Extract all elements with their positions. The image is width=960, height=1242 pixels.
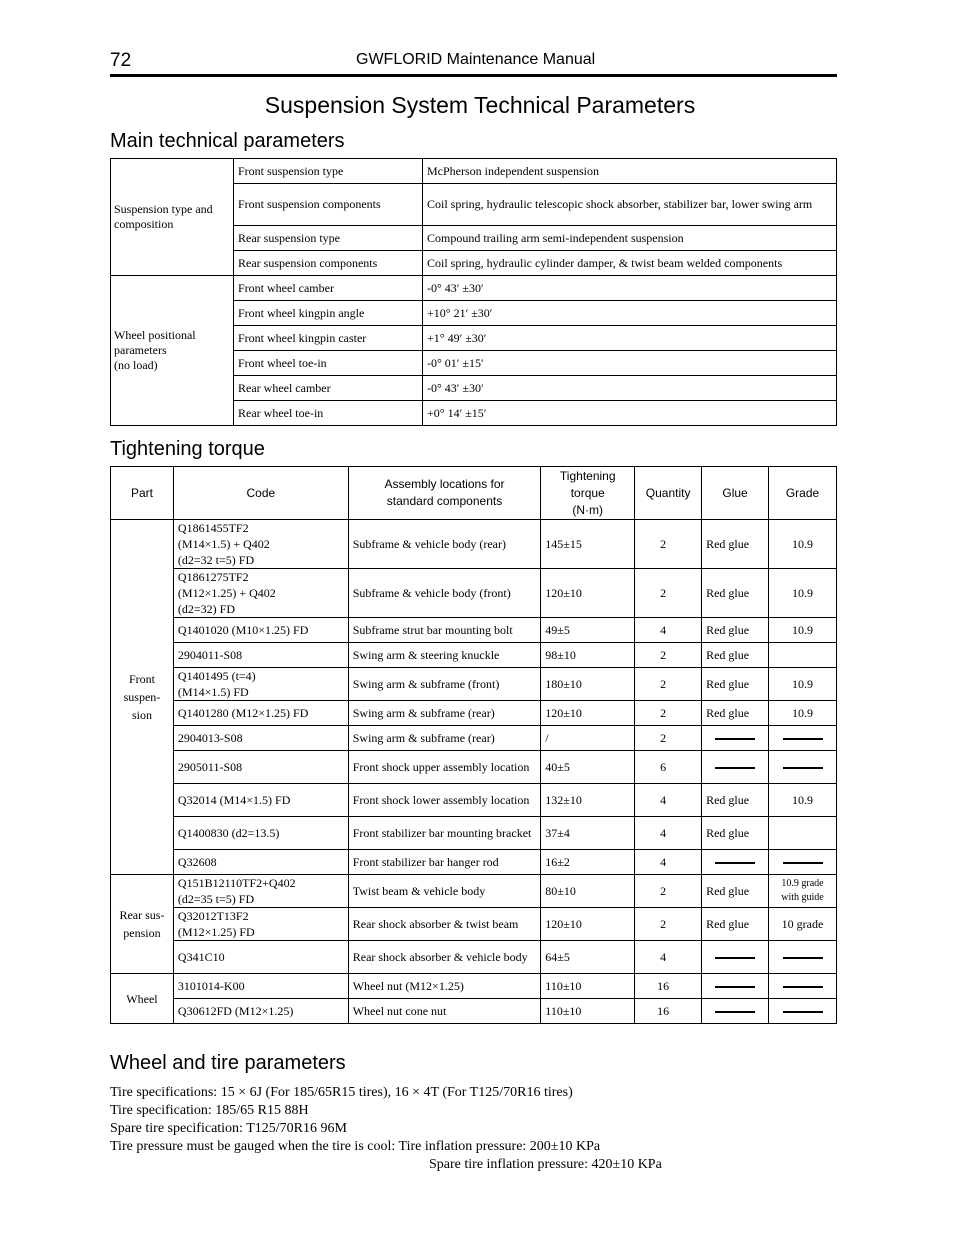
group-label — [111, 276, 234, 426]
glue-cell: Red glue — [702, 569, 769, 618]
code-cell — [173, 875, 348, 908]
code-cell — [173, 908, 348, 941]
location-cell: Rear shock absorber & twist beam — [348, 908, 541, 941]
tire-heading: Wheel and tire parameters — [110, 1052, 346, 1074]
not-applicable-dash — [715, 767, 755, 769]
quantity-cell: 2 — [635, 569, 702, 618]
glue-cell: Red glue — [702, 668, 769, 701]
table-row — [111, 159, 837, 184]
grade-cell — [769, 726, 837, 751]
grade-cell — [769, 974, 837, 999]
code-cell: Q1400830 (d2=13.5) — [173, 817, 348, 850]
param-value: +1° 49′ ±30′ — [423, 326, 837, 351]
glue-cell — [702, 974, 769, 999]
param-name: Front wheel toe-in — [234, 351, 423, 376]
param-name: Rear suspension type — [234, 226, 423, 251]
param-name: Front suspension type — [234, 159, 423, 184]
grade-cell: 10.9 — [769, 569, 837, 618]
table-row — [111, 618, 837, 643]
not-applicable-dash — [783, 738, 823, 740]
part-group-line: sion — [131, 708, 152, 722]
table-row — [111, 569, 837, 618]
torque-cell: 120±10 — [541, 908, 635, 941]
tire-line: Tire specification: 185/65 R15 88H — [110, 1103, 309, 1118]
glue-cell: Red glue — [702, 520, 769, 569]
quantity-cell: 4 — [635, 784, 702, 817]
col-header-location — [348, 467, 541, 520]
location-cell: Swing arm & subframe (rear) — [348, 726, 541, 751]
torque-cell: 98±10 — [541, 643, 635, 668]
param-name: Rear wheel camber — [234, 376, 423, 401]
quantity-cell: 16 — [635, 999, 702, 1024]
col-header-line: standard components — [386, 494, 503, 508]
table-row — [111, 850, 837, 875]
param-name: Front wheel kingpin angle — [234, 301, 423, 326]
location-cell: Twist beam & vehicle body — [348, 875, 541, 908]
location-cell: Subframe & vehicle body (rear) — [348, 520, 541, 569]
param-name: Front wheel kingpin caster — [234, 326, 423, 351]
code-cell: Q341C10 — [173, 941, 348, 974]
tire-line: Spare tire specification: T125/70R16 96M — [110, 1121, 347, 1136]
main-params-heading: Main technical parameters — [110, 130, 345, 152]
table-header-row — [111, 467, 837, 520]
table-row — [111, 941, 837, 974]
tire-line: Spare tire inflation pressure: 420±10 KPa — [429, 1157, 662, 1172]
grade-line: 10.9 grade — [781, 878, 824, 889]
grade-cell — [769, 999, 837, 1024]
part-group-line: Front — [128, 672, 155, 686]
quantity-cell: 16 — [635, 974, 702, 999]
grade-cell: 10.9 — [769, 520, 837, 569]
code-line: (d2=32) FD — [177, 602, 236, 616]
torque-cell: 145±15 — [541, 520, 635, 569]
location-cell: Front stabilizer bar mounting bracket — [348, 817, 541, 850]
manual-title: GWFLORID Maintenance Manual — [356, 51, 596, 68]
code-cell: 2905011-S08 — [173, 751, 348, 784]
torque-cell: 64±5 — [541, 941, 635, 974]
glue-cell: Red glue — [702, 908, 769, 941]
code-cell: Q32608 — [173, 850, 348, 875]
glue-cell: Red glue — [702, 643, 769, 668]
code-cell — [173, 569, 348, 618]
not-applicable-dash — [783, 767, 823, 769]
col-header-part: Part — [111, 467, 174, 520]
part-group-line: pension — [123, 926, 161, 940]
torque-cell: 40±5 — [541, 751, 635, 784]
glue-cell — [702, 850, 769, 875]
param-value: +0° 14′ ±15′ — [423, 401, 837, 426]
location-cell: Swing arm & subframe (front) — [348, 668, 541, 701]
param-value: McPherson independent suspension — [423, 159, 837, 184]
glue-cell — [702, 999, 769, 1024]
torque-cell: 110±10 — [541, 974, 635, 999]
col-header-line: torque — [570, 485, 605, 500]
code-line: (M14×1.5) FD — [177, 685, 249, 699]
code-line: Q32012T13F2 — [177, 909, 249, 923]
quantity-cell: 2 — [635, 668, 702, 701]
table-row — [111, 751, 837, 784]
main-params-table — [110, 158, 837, 426]
not-applicable-dash — [783, 862, 823, 864]
code-cell: 2904011-S08 — [173, 643, 348, 668]
glue-cell: Red glue — [702, 875, 769, 908]
grade-cell: 10.9 — [769, 784, 837, 817]
code-line: Q151B12110TF2+Q402 — [177, 876, 296, 890]
code-line: (M12×1.25) FD — [177, 925, 255, 939]
torque-cell: 120±10 — [541, 569, 635, 618]
param-name: Rear wheel toe-in — [234, 401, 423, 426]
quantity-cell: 2 — [635, 875, 702, 908]
torque-cell: 80±10 — [541, 875, 635, 908]
quantity-cell: 6 — [635, 751, 702, 784]
location-cell: Front stabilizer bar hanger rod — [348, 850, 541, 875]
group-label-line: parameters — [114, 343, 167, 357]
code-line: Q1401495 (t=4) — [177, 669, 256, 683]
location-cell: Front shock upper assembly location — [348, 751, 541, 784]
param-value: Coil spring, hydraulic cylinder damper, & twist beam welded components — [423, 251, 837, 276]
col-header-grade: Grade — [769, 467, 837, 520]
glue-cell: Red glue — [702, 784, 769, 817]
torque-heading: Tightening torque — [110, 438, 265, 460]
part-group-line: Rear sus- — [119, 908, 165, 922]
torque-cell: 49±5 — [541, 618, 635, 643]
code-cell: Q32014 (M14×1.5) FD — [173, 784, 348, 817]
location-cell: Subframe strut bar mounting bolt — [348, 618, 541, 643]
grade-cell — [769, 875, 837, 908]
grade-cell — [769, 941, 837, 974]
table-row — [111, 974, 837, 999]
grade-cell: 10 grade — [769, 908, 837, 941]
not-applicable-dash — [715, 1011, 755, 1013]
part-group-front — [111, 520, 174, 875]
grade-cell: 10.9 — [769, 701, 837, 726]
quantity-cell: 2 — [635, 701, 702, 726]
table-row — [111, 784, 837, 817]
page-header — [110, 48, 837, 77]
location-cell: Wheel nut (M12×1.25) — [348, 974, 541, 999]
code-line: Q1861455TF2 — [177, 521, 249, 535]
col-header-code: Code — [173, 467, 348, 520]
grade-cell: 10.9 — [769, 668, 837, 701]
group-label-line: Wheel positional — [114, 328, 196, 342]
col-header-torque — [541, 467, 635, 520]
table-row — [111, 908, 837, 941]
torque-cell: 37±4 — [541, 817, 635, 850]
quantity-cell: 2 — [635, 908, 702, 941]
group-label: Suspension type and composition — [111, 159, 234, 276]
table-row — [111, 276, 837, 301]
table-row — [111, 817, 837, 850]
not-applicable-dash — [783, 986, 823, 988]
not-applicable-dash — [715, 862, 755, 864]
location-cell: Swing arm & steering knuckle — [348, 643, 541, 668]
table-row — [111, 726, 837, 751]
torque-cell: 180±10 — [541, 668, 635, 701]
part-group-wheel: Wheel — [111, 974, 174, 1024]
part-group-line: suspen- — [123, 690, 161, 704]
code-cell: 2904013-S08 — [173, 726, 348, 751]
glue-cell: Red glue — [702, 817, 769, 850]
not-applicable-dash — [715, 738, 755, 740]
col-header-quantity: Quantity — [635, 467, 702, 520]
code-line: (M14×1.5) + Q402 — [177, 537, 270, 551]
param-value: Coil spring, hydraulic telescopic shock absorber, stabilizer bar, lower swing arm — [423, 184, 837, 226]
param-value: +10° 21′ ±30′ — [423, 301, 837, 326]
code-line: (d2=35 t=5) FD — [177, 892, 255, 906]
table-row — [111, 701, 837, 726]
not-applicable-dash — [715, 957, 755, 959]
quantity-cell: 2 — [635, 726, 702, 751]
glue-cell — [702, 941, 769, 974]
col-header-line: Tightening — [559, 468, 616, 483]
torque-cell: 120±10 — [541, 701, 635, 726]
not-applicable-dash — [783, 1011, 823, 1013]
location-cell: Swing arm & subframe (rear) — [348, 701, 541, 726]
param-value: -0° 43′ ±30′ — [423, 276, 837, 301]
grade-cell: 10.9 — [769, 618, 837, 643]
col-header-line: (N·m) — [572, 502, 604, 517]
page-title: Suspension System Technical Parameters — [264, 92, 696, 118]
glue-cell — [702, 726, 769, 751]
glue-cell — [702, 751, 769, 784]
location-cell: Rear shock absorber & vehicle body — [348, 941, 541, 974]
param-name: Rear suspension components — [234, 251, 423, 276]
table-row — [111, 875, 837, 908]
tire-parameters — [110, 1084, 662, 1174]
page-number: 72 — [110, 50, 132, 71]
code-cell — [173, 668, 348, 701]
code-cell — [173, 520, 348, 569]
code-cell: Q1401020 (M10×1.25) FD — [173, 618, 348, 643]
grade-cell — [769, 817, 837, 850]
param-value: -0° 43′ ±30′ — [423, 376, 837, 401]
part-group-rear — [111, 875, 174, 974]
tire-line: Tire pressure must be gauged when the tire is cool: Tire inflation pressure: 200±10 KPa — [110, 1139, 601, 1154]
torque-cell: 110±10 — [541, 999, 635, 1024]
torque-cell: 16±2 — [541, 850, 635, 875]
col-header-glue: Glue — [702, 467, 769, 520]
tire-line: Tire specifications: 15 × 6J (For 185/65R15 tires), 16 × 4T (For T125/70R16 tires) — [110, 1085, 573, 1100]
param-name: Front wheel camber — [234, 276, 423, 301]
code-line: (M12×1.25) + Q402 — [177, 586, 276, 600]
code-cell: Q30612FD (M12×1.25) — [173, 999, 348, 1024]
not-applicable-dash — [715, 986, 755, 988]
glue-cell: Red glue — [702, 618, 769, 643]
table-row — [111, 999, 837, 1024]
quantity-cell: 2 — [635, 643, 702, 668]
group-label-line: (no load) — [114, 358, 158, 372]
table-row — [111, 643, 837, 668]
table-row — [111, 668, 837, 701]
quantity-cell: 4 — [635, 941, 702, 974]
location-cell: Front shock lower assembly location — [348, 784, 541, 817]
grade-cell — [769, 751, 837, 784]
grade-cell — [769, 850, 837, 875]
glue-cell: Red glue — [702, 701, 769, 726]
param-value: Compound trailing arm semi-independent suspension — [423, 226, 837, 251]
grade-line: with guide — [781, 892, 824, 903]
torque-cell: / — [541, 726, 635, 751]
param-value: -0° 01′ ±15′ — [423, 351, 837, 376]
code-cell: Q1401280 (M12×1.25) FD — [173, 701, 348, 726]
not-applicable-dash — [783, 957, 823, 959]
quantity-cell: 4 — [635, 817, 702, 850]
table-row — [111, 520, 837, 569]
param-name: Front suspension components — [234, 184, 423, 226]
grade-cell — [769, 643, 837, 668]
code-line: (d2=32 t=5) FD — [177, 553, 255, 567]
location-cell: Subframe & vehicle body (front) — [348, 569, 541, 618]
quantity-cell: 4 — [635, 618, 702, 643]
code-cell: 3101014-K00 — [173, 974, 348, 999]
torque-table — [110, 466, 837, 1024]
torque-cell: 132±10 — [541, 784, 635, 817]
code-line: Q1861275TF2 — [177, 570, 249, 584]
col-header-line: Assembly locations for — [384, 477, 505, 491]
quantity-cell: 4 — [635, 850, 702, 875]
location-cell: Wheel nut cone nut — [348, 999, 541, 1024]
quantity-cell: 2 — [635, 520, 702, 569]
